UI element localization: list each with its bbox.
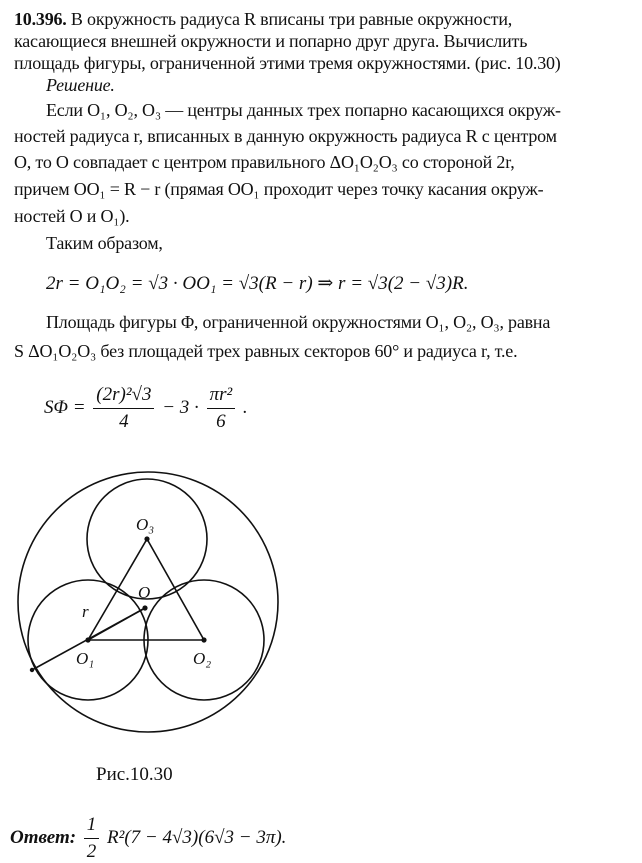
solution-p1-line-4: причем OO₁ = R − r (прямая OO₁ проходит через точку касания окруж-	[14, 179, 544, 199]
fraction-2-numerator: πr²	[207, 384, 236, 409]
point-tangent	[30, 668, 34, 672]
solution-p1-line-2: ностей радиуса r, вписанных в данную окружность радиуса R с центром	[14, 126, 557, 146]
point-o2	[201, 637, 206, 642]
point-o3	[144, 536, 149, 541]
label-o1: O₁	[76, 649, 95, 668]
solution-heading: Решение.	[46, 75, 115, 95]
solution-p3-line-2: S ΔO₁O₂O₃ без площадей трех равных секторов 60° и радиуса r, т.е.	[14, 341, 518, 361]
fraction-1-denominator: 4	[119, 411, 129, 432]
point-o	[142, 605, 147, 610]
solution-p1-line-5: ностей O и O₁).	[14, 206, 130, 226]
answer-label: Ответ:	[10, 826, 77, 848]
formula-area-lhs: SΦ =	[44, 396, 86, 418]
solution-p1-line-1: Если O₁, O₂, O₃ — центры данных трех попарно касающихся окруж-	[46, 100, 561, 120]
fraction-2-denominator: 6	[216, 411, 226, 432]
formula-radius: 2r = O₁O₂ = √3 · OO₁ = √3(R − r) ⇒ r = √3(2 − √3)R.	[46, 273, 469, 294]
label-o2: O₂	[193, 649, 212, 668]
problem-text-1: В окружность радиуса R вписаны три равные окружности,	[70, 9, 513, 29]
solution-p3-line-1: Площадь фигуры Φ, ограниченной окружностями O₁, O₂, O₃, равна	[46, 312, 551, 332]
label-o: O	[138, 583, 151, 602]
answer-fraction-numerator: 1	[84, 814, 100, 839]
formula-area-end: .	[242, 396, 248, 418]
point-o1	[85, 637, 90, 642]
answer-expression: R²(7 − 4√3)(6√3 − 3π).	[107, 826, 287, 848]
fraction-1-numerator: (2r)²√3	[93, 384, 154, 409]
solution-p1-line-3: O, то O совпадает с центром правильного ΔO₁O₂O₃ со стороной 2r,	[14, 152, 515, 172]
problem-line-2: касающиеся внешней окружности и попарно друг друга. Вычислить	[14, 31, 528, 51]
solution-p2: Таким образом,	[46, 233, 163, 253]
label-o3: O₃	[136, 515, 155, 534]
label-r: r	[82, 602, 89, 621]
problem-number: 10.396.	[14, 9, 67, 29]
outer-circle	[18, 472, 278, 732]
formula-area-middle: − 3 ·	[162, 396, 199, 418]
answer-fraction-denominator: 2	[86, 841, 97, 862]
figure-caption: Рис.10.30	[96, 764, 173, 785]
problem-line-3: площадь фигуры, ограниченной этими тремя окружностями. (рис. 10.30)	[14, 53, 561, 73]
